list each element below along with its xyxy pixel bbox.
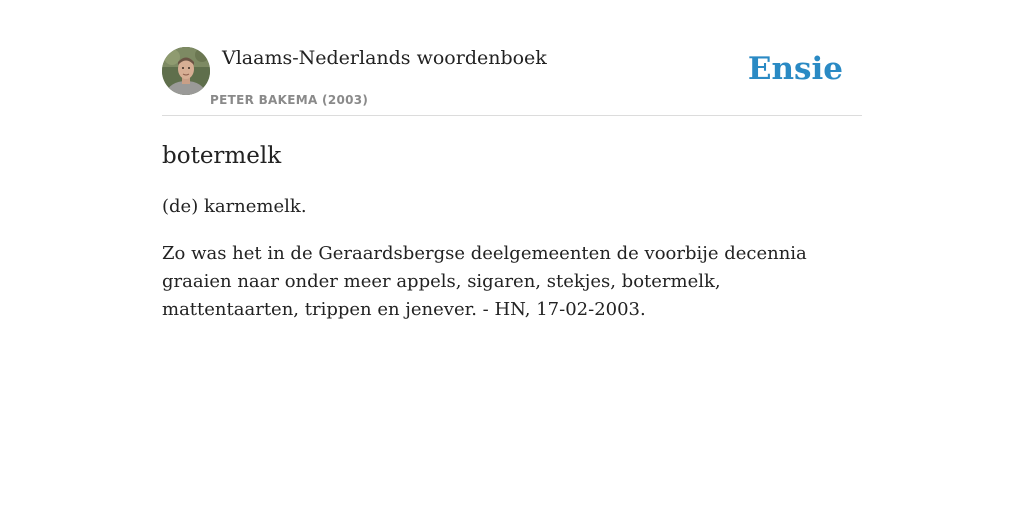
entry-card — [162, 46, 862, 324]
entry-header — [162, 46, 862, 116]
avatar-photo-icon — [162, 47, 210, 95]
author-avatar[interactable] — [162, 47, 210, 95]
ensie-logo[interactable]: Ensie — [747, 51, 843, 87]
headword: botermelk — [162, 143, 282, 169]
dictionary-title[interactable]: Vlaams-Nederlands woordenboek — [222, 47, 547, 69]
author-name[interactable]: PETER BAKEMA (2003) — [210, 93, 369, 107]
usage-example: Zo was het in de Geraardsbergse deelgemeenten de voorbije decennia graaien naar onder meer appels, sigaren, stekjes, botermelk, mattentaarten, trippen en jenever. - HN, 17-02-2003. — [162, 243, 807, 320]
definition: (de) karnemelk. — [162, 196, 307, 217]
